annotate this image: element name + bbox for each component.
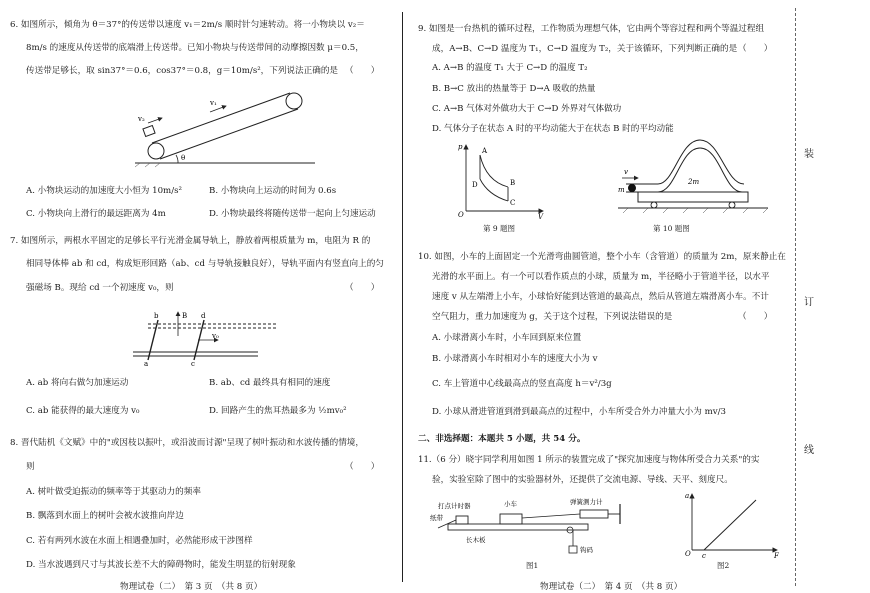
q10-option-c: C. 车上管道中心线最高点的竖直高度 h＝v²/3g [432,379,612,389]
q9-label-D: D [472,181,478,189]
q8-option-a: A. 树叶做受迫振动的频率等于其驱动力的频率 [26,487,201,497]
q11-label-F: F [774,552,779,560]
q6-option-b: B. 小物块向上运动的时间为 0.6s [209,186,337,196]
q7-option-b: B. ab、cd 最终具有相同的速度 [209,378,331,388]
q11-aF-graph [682,492,782,560]
q10-option-b: B. 小球滑离小车时相对小车的速度大小为 v [432,354,598,364]
q6-option-d: D. 小物块最终将随传送带一起向上匀速运动 [209,209,376,219]
q8-answer-paren: （ ） [345,462,380,472]
binding-char-zhuang: 装 [804,149,814,160]
q6-label-v2: v₂ [138,115,145,123]
q9-answer-paren: （ ） [738,44,773,54]
q6-label-theta: θ [181,154,186,162]
q8-option-d: D. 当水波遇到尺寸与其波长差不大的障碍物时，能发生明显的衍射现象 [26,560,296,570]
q11-label-spring: 弹簧测力计 [570,498,603,506]
q7-label-c: c [191,360,195,368]
q7-option-a: A. ab 将向右做匀加速运动 [26,378,129,388]
q9-option-a: A. A→B 的温度 T₁ 大于 C→D 的温度 T₂ [432,63,588,73]
q9-label-A: A [482,147,488,155]
q11-label-a: a [685,492,690,500]
q11-fig2-caption: 图2 [717,561,730,570]
q7-option-d: D. 回路产生的焦耳热最多为 ½mv₀² [209,406,347,416]
left-footer: 物理试卷（二） 第 3 页 （共 8 页） [120,582,263,592]
q9-label-p: p [458,143,463,151]
q9-option-d: D. 气体分子在状态 A 时的平均动能大于在状态 B 时的平均动能 [432,124,674,134]
q11-line-2: 验，实验室除了图中的实验器材外，还提供了交流电源、导线、天平、刻度尺。 [432,475,733,485]
q7-answer-paren: （ ） [345,283,380,293]
q10-label-m: m [618,186,625,194]
q8-option-c: C. 若有两列水波在水面上相遇叠加时，必然能形成干涉图样 [26,536,253,546]
q7-line-1: 7. 如图所示，两根水平固定的足够长平行光滑金属导轨上，静放着两根质量为 m，电阻为 R 的 [10,236,371,246]
q9-line-1: 9. 如图是一台热机的循环过程，工作物质为理想气体，它由两个等容过程和两个等温过程组 [418,24,765,34]
q6-answer-paren: （ ） [345,66,380,76]
q11-label-car: 小车 [504,500,517,508]
q7-line-3: 强磁场 B。现给 cd 一个初速度 v₀，则 [26,283,174,293]
q9-option-b: B. B→C 放出的热量等于 D→A 吸收的热量 [432,84,596,94]
q7-label-b: b [154,312,159,320]
q10-car-figure [618,140,768,215]
q7-option-c: C. ab 能获得的最大速度为 v₀ [26,406,140,416]
q8-option-b: B. 飘落到水面上的树叶会被水波推向岸边 [26,511,184,521]
q9-label-B: B [510,179,516,187]
q6-line-1: 6. 如图所示，倾角为 θ＝37°的传送带以速度 v₁＝2m/s 顺时针匀速转动。将一小物块以 v₂＝ [10,20,365,30]
right-footer: 物理试卷（二） 第 4 页 （共 8 页） [540,582,683,592]
q7-line-2: 相同导体棒 ab 和 cd，构成矩形回路（ab、cd 与导轨接触良好），导轨平面内有竖直向上的匀 [26,259,384,269]
q7-label-v0: v₀ [212,332,219,340]
q7-label-a: a [144,360,149,368]
q8-line-1: 8. 晋代陆机《文赋》中的"或因枝以振叶，或沿波而讨源"呈现了树叶振动和水波传播的情境， [10,438,364,448]
q10-line-1: 10. 如图，小车的上面固定一个光滑弯曲圆管道，整个小车（含管道）的质量为 2m，原来静止在 [418,252,786,262]
binding-char-ding: 订 [804,297,814,308]
q7-label-d: d [201,312,206,320]
q10-option-a: A. 小球滑离小车时，小车回到原来位置 [432,333,582,343]
q7-label-B: B [182,312,188,320]
q6-option-a: A. 小物块运动的加速度大小恒为 10m/s² [26,186,182,196]
q8-line-2: 则 [26,462,35,472]
q11-label-timer: 打点计时器 [438,502,471,510]
q10-line-2: 光滑的水平面上。有一个可以看作质点的小球，质量为 m，半径略小于管道半径，以水平 [432,272,770,282]
q11-label-hook: 钩码 [580,546,593,554]
q10-label-2m: 2m [688,178,700,186]
q11-fig1-caption: 图1 [526,561,539,570]
q10-caption: 第 10 题图 [653,224,690,233]
binding-line [795,8,796,586]
q9-label-O: O [458,211,464,219]
section-heading: 二、非选择题：本题共 5 小题，共 54 分。 [418,434,586,444]
q9-caption: 第 9 题图 [483,224,516,233]
q6-label-v1: v₁ [210,99,217,107]
q11-label-board: 长木板 [466,536,486,544]
q9-pv-figure [458,143,548,221]
q6-option-c: C. 小物块向上滑行的最远距离为 4m [26,209,166,219]
page-divider [402,12,403,582]
q6-line-3: 传送带足够长，取 sin37°＝0.6，cos37°＝0.8，g＝10m/s²，下列说法正确的是 [26,66,339,76]
q9-line-2: 成，A→B、C→D 温度为 T₁，C→D 温度为 T₂，关于该循环，下列判断正确的是 [432,44,738,54]
binding-char-xian: 线 [804,445,814,456]
q10-option-d: D. 小球从滑进管道到滑到最高点的过程中，小车所受合外力冲量大小为 mv/3 [432,407,726,417]
q10-line-3: 速度 v 从左端滑上小车，小球恰好能到达管道的最高点，然后从管道左端滑离小车。不计 [432,292,769,302]
q10-answer-paren: （ ） [738,312,773,322]
q7-rails-figure [128,306,278,366]
q11-label-c: c [702,552,706,560]
q11-apparatus-figure [430,496,630,561]
q10-label-v: v [624,168,628,176]
q11-line-1: 11.（6 分）晓宇同学利用如图 1 所示的装置完成了"探究加速度与物体所受合力关系"的实 [418,455,760,465]
q6-conveyor-figure [130,85,320,165]
q9-option-c: C. A→B 气体对外做功大于 C→D 外界对气体做功 [432,104,622,114]
q6-line-2: 8m/s 的速度从传送带的底端滑上传送带。已知小物块与传送带间的动摩擦因数 μ＝0.5， [26,43,364,53]
q11-label-O: O [685,550,691,558]
q9-label-V: V [538,213,544,221]
q9-label-C: C [510,199,516,207]
q11-label-tape: 纸带 [430,514,443,522]
q10-line-4: 空气阻力，重力加速度为 g，关于这个过程，下列说法错误的是 [432,312,673,322]
